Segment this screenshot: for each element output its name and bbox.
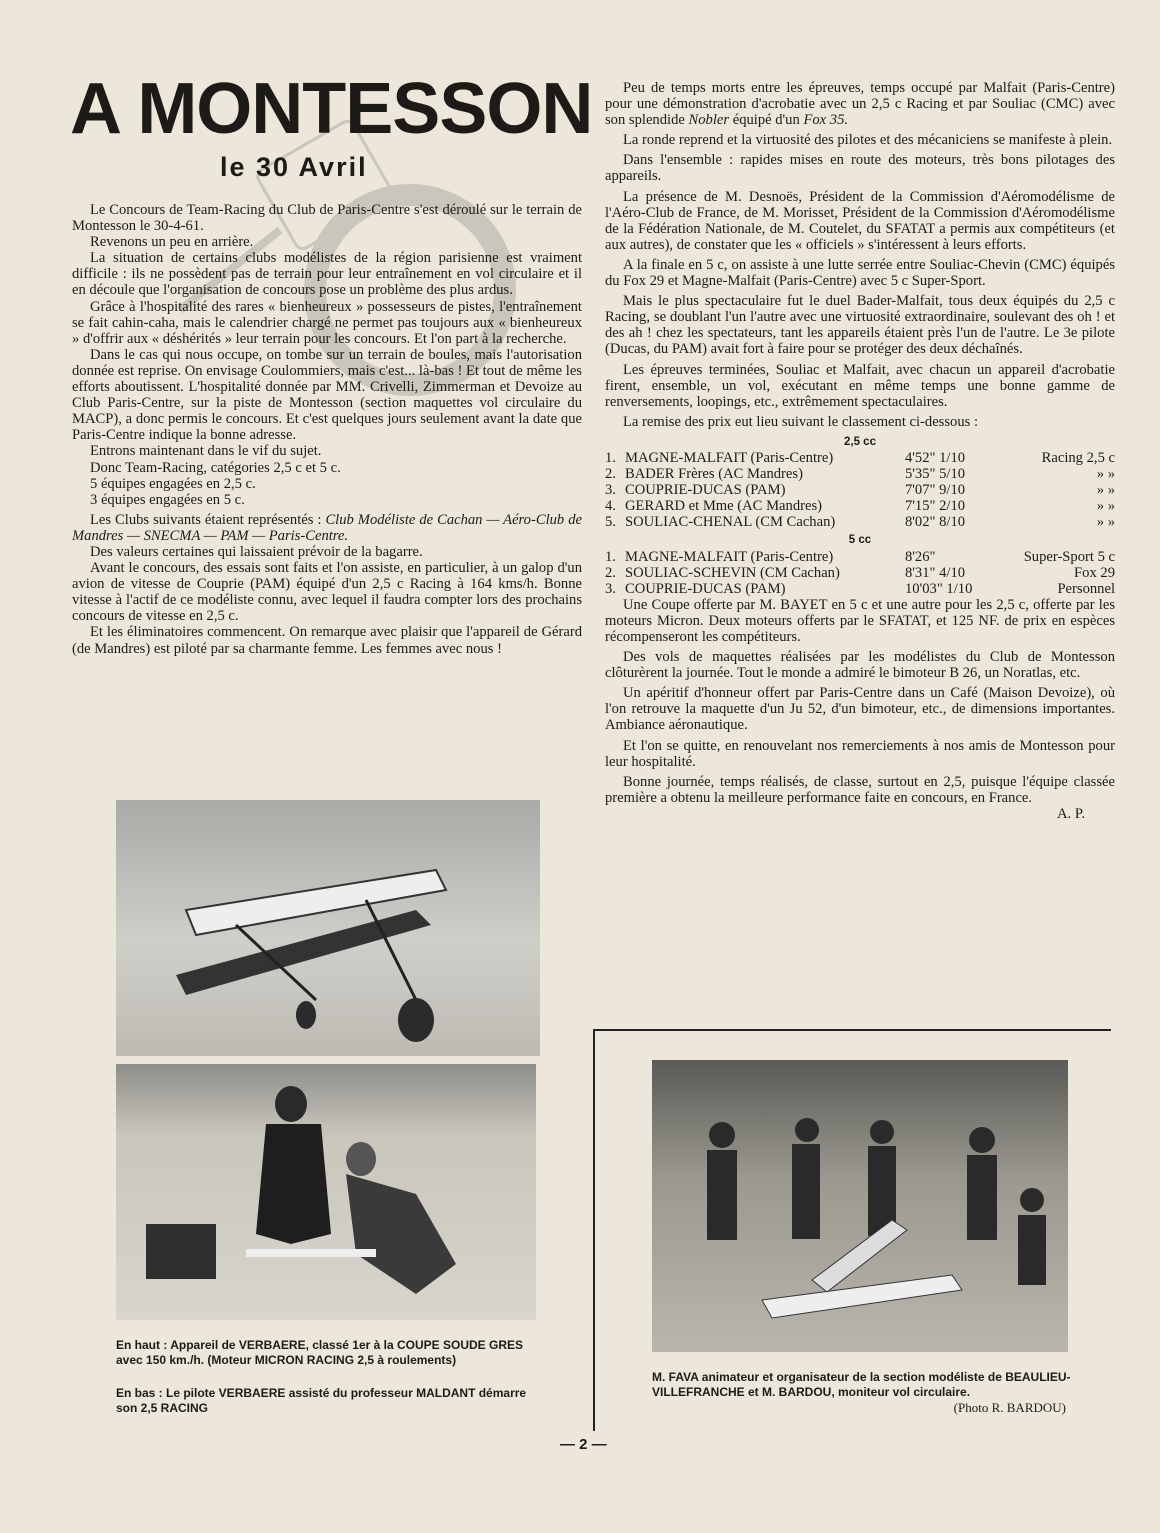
group-illustration: [652, 1060, 1068, 1352]
result-team: COUPRIE-DUCAS (PAM): [625, 580, 786, 597]
paragraph: Donc Team-Racing, catégories 2,5 c et 5 c.: [90, 459, 341, 476]
paragraph: Le Concours de Team-Racing du Club de Paris-Centre s'est déroulé sur le terrain de Montesson le 30-4-61.: [72, 202, 582, 235]
result-row: [605, 514, 1115, 530]
text-run-italic: Nobler: [688, 112, 730, 129]
paragraph: Des valeurs certaines qui laissaient prévoir de la bagarre.: [90, 543, 423, 560]
result-note: » »: [1096, 498, 1115, 515]
paragraph: Bonne journée, temps réalisés, de classe, surtout en 2,5, puisque l'équipe classée première a obtenu la meilleure performance faite en concours, en France.: [605, 773, 1115, 806]
result-note: Super-Sport 5 c: [1023, 548, 1115, 565]
left-column: [72, 202, 582, 657]
result-team: MAGNE-MALFAIT (Paris-Centre): [625, 449, 834, 466]
right-column: [605, 80, 1115, 822]
paragraph: Dans l'ensemble : rapides mises en route des moteurs, très bons pilotages des appareils.: [605, 152, 1115, 185]
paragraph: La remise des prix eut lieu suivant le classement ci-dessous :: [623, 413, 979, 430]
frame-top-rule: [593, 1029, 1111, 1031]
result-rank: 2.: [605, 564, 616, 581]
paragraph: La présence de M. Desnoës, Président de la Commission d'Aéromodélisme de l'Aéro-Club de France, de M. Morisset, Président de la Commission d'Aéromodélisme de la Fédération Nationale, de M. Coutelet, du SFATAT a permis aux compétiteurs (et aux autres), de constater que les « officiels » s'intéressent à leurs efforts.: [605, 188, 1115, 253]
paragraph: 3 équipes engagées en 5 c.: [90, 491, 245, 508]
result-rank: 4.: [605, 498, 616, 515]
text-run: équipé d'un: [729, 112, 804, 129]
paragraph: Et les éliminatoires commencent. On remarque avec plaisir que l'appareil de Gérard (de Mandres) est piloté par sa charmante femme. Les femmes avec nous !: [72, 624, 582, 657]
article-subtitle: le 30 Avril: [220, 152, 368, 182]
result-time: 8'31" 4/10: [905, 564, 966, 581]
text-run: Peu de temps morts entre les épreuves, temps occupé par Malfait (Paris-Centre) pour une démonstration d'acrobatie avec un 2,5 c Racing et par Souliac (CMC) avec son splendide: [605, 80, 1115, 129]
result-row: [605, 450, 1115, 466]
clubs-list: Club Modéliste de Cachan — Aéro-Club de Mandres — SNECMA — PAM — Paris-Centre.: [72, 511, 582, 544]
result-note: Personnel: [1057, 580, 1115, 597]
result-time: 10'03" 1/10: [905, 580, 973, 597]
result-rank: 1.: [605, 548, 616, 565]
result-row: [605, 549, 1115, 565]
caption-left-top: En haut : Appareil de VERBAERE, classé 1er à la COUPE SOUDE GRES avec 150 km./h. (Moteur MICRON RACING 2,5 à roulements): [116, 1338, 524, 1367]
result-rank: 3.: [605, 580, 616, 597]
paragraph: Mais le plus spectaculaire fut le duel Bader-Malfait, tous deux équipés du 2,5 c Racing, se doublant l'un l'autre avec une virtuosité extraordinaire, soulevant des oh ! et des ah ! chez les spectateurs, tant les appareils étaient près l'un de l'autre. Le 3e pilote (Ducas, du PAM) avait fort à faire pour se protéger des deux déchaînés.: [605, 293, 1115, 358]
result-time: 8'02" 8/10: [905, 514, 966, 531]
paragraph: 5 équipes engagées en 2,5 c.: [90, 475, 256, 492]
result-team: SOULIAC-SCHEVIN (CM Cachan): [625, 564, 840, 581]
paragraph: Avant le concours, des essais sont faits et l'on assiste, en particulier, à un galop d'un avion de vitesse de Couprie (PAM) équipé d'un 2,5 c Racing à 164 kms/h. Bonne vitesse à l'actif de ce modéliste connu, avec lequel il faudra compter lors des prochains concours de vitesse en 2,5 c.: [72, 560, 582, 625]
result-note: Racing 2,5 c: [1041, 449, 1115, 466]
results-heading-25: 2,5 cc: [844, 435, 876, 448]
photo-group-modelers: [652, 1060, 1068, 1352]
clubs-intro: Les Clubs suivants étaient représentés :: [90, 511, 326, 528]
caption-right: [652, 1370, 1072, 1415]
photo-credit: (Photo R. BARDOU): [953, 1400, 1066, 1415]
paragraph: Et l'on se quitte, en renouvelant nos remerciements à nos amis de Montesson pour leur hospitalité.: [605, 737, 1115, 770]
paragraph: Des vols de maquettes réalisées par les modélistes du Club de Montesson clôturèrent la journée. Tout le monde a admiré le bimoteur B 26, un Noratlas, etc.: [605, 649, 1115, 682]
result-time: 7'07" 9/10: [905, 482, 966, 499]
results-table-5: [605, 549, 1115, 597]
paragraph: Les épreuves terminées, Souliac et Malfait, avec chacun un appareil d'acrobatie firent, ensemble, un vol, exécutant en même temps une bonne gamme de renversements, loopings, etc., extrêmement spectaculaires.: [605, 361, 1115, 410]
caption-right-text: M. FAVA animateur et organisateur de la section modéliste de BEAULIEU-VILLEFRANCHE et M. BARDOU, moniteur vol circulaire.: [652, 1370, 1071, 1399]
result-note: » »: [1096, 482, 1115, 499]
result-rank: 5.: [605, 514, 616, 531]
results-heading-5: 5 cc: [848, 534, 872, 547]
result-time: 5'35" 5/10: [905, 466, 966, 483]
paragraph: Grâce à l'hospitalité des rares « bienheureux » possesseurs de pistes, l'entraînement se fait cahin-caha, mais le calendrier chargé ne permet pas toujours aux « bienheureux » d'offrir aux « déshérités » leur terrain pour les concours. Et l'on part à la recherche.: [72, 298, 582, 347]
paragraph: Une Coupe offerte par M. BAYET en 5 c et une autre pour les 2,5 c, offerte par les moteurs Micron. Deux moteurs offerts par le SFATAT, et 125 NF. de prix en espèces récompenseront les compétiteurs.: [605, 596, 1115, 645]
result-team: COUPRIE-DUCAS (PAM): [625, 482, 786, 499]
result-team: BADER Frères (AC Mandres): [625, 466, 803, 483]
caption-left-bottom: En bas : Le pilote VERBAERE assisté du professeur MALDANT démarre son 2,5 RACING: [116, 1386, 527, 1415]
signature: A. P.: [1057, 805, 1085, 822]
photo-pilot-starting-engine: [116, 1064, 536, 1320]
page-number: — 2 —: [560, 1436, 607, 1453]
paragraph: La situation de certains clubs modélistes de la région parisienne est vraiment difficile : ils ne possèdent pas de terrain pour leur entraînement en vol circulaire et il en découle que l'organisation de concours pose un problème des plus ardus.: [72, 250, 582, 299]
result-team: SOULIAC-CHENAL (CM Cachan): [625, 514, 836, 531]
clubs-paragraph: [72, 512, 582, 544]
result-time: 7'15" 2/10: [905, 498, 966, 515]
article-title: A MONTESSON: [70, 69, 593, 149]
airplane-illustration: [116, 800, 540, 1056]
paragraph: La ronde reprend et la virtuosité des pilotes et des mécaniciens se manifeste à plein.: [623, 132, 1113, 149]
result-rank: 3.: [605, 482, 616, 499]
results-table-25: [605, 450, 1115, 530]
photo-model-airplane: [116, 800, 540, 1056]
paragraph: Dans le cas qui nous occupe, on tombe sur un terrain de boules, mais l'autorisation donnée est reprise. On envisage Coulommiers, mais c'est... là-bas ! Et tout de même les efforts aboutissent. L'hospitalité donnée par MM. Crivelli, Zimmerman et Devoize au Club Paris-Centre, sur la piste de Montesson (section maquettes vol circulaire du MACP), a donc permis le concours. Et c'est quelques jours seulement avant la date que Paris-Centre indique la bonne adresse.: [72, 346, 582, 444]
paragraph: A la finale en 5 c, on assiste à une lutte serrée entre Souliac-Chevin (CMC) équipés du Fox 29 et Magne-Malfait (Paris-Centre) avec 5 c Super-Sport.: [605, 256, 1115, 290]
paragraph: Un apéritif d'honneur offert par Paris-Centre dans un Café (Maison Devoize), où l'on retrouve la maquette d'un Ju 52, d'un bimoteur, etc., de dimensions importantes. Ambiance aéronautique.: [605, 685, 1115, 734]
result-note: » »: [1096, 466, 1115, 483]
paragraph: Revenons un peu en arrière.: [90, 234, 254, 251]
result-row: [605, 498, 1115, 514]
result-rank: 2.: [605, 466, 616, 483]
result-row: [605, 565, 1115, 581]
paragraph: Entrons maintenant dans le vif du sujet.: [90, 443, 322, 460]
result-time: 4'52" 1/10: [905, 449, 966, 466]
result-rank: 1.: [605, 449, 616, 466]
result-team: MAGNE-MALFAIT (Paris-Centre): [625, 548, 834, 565]
result-note: Fox 29: [1074, 564, 1115, 581]
text-run-italic: Fox 35.: [803, 112, 849, 129]
frame-left-rule: [593, 1029, 595, 1431]
result-row: [605, 466, 1115, 482]
result-note: » »: [1096, 514, 1115, 531]
paragraph: [605, 80, 1115, 128]
result-row: [605, 482, 1115, 498]
result-time: 8'26": [905, 548, 936, 565]
pilots-illustration: [116, 1064, 536, 1320]
result-team: GERARD et Mme (AC Mandres): [625, 498, 822, 515]
result-row: [605, 581, 1115, 597]
